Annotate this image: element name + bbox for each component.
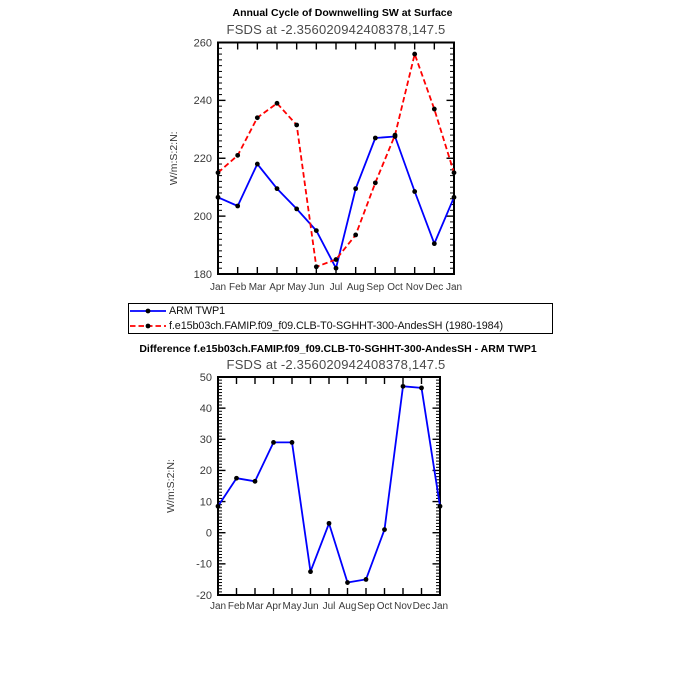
data-point	[294, 206, 299, 211]
data-point	[308, 569, 313, 574]
data-point	[294, 123, 299, 128]
x-tick-label: Nov	[405, 282, 424, 293]
data-point	[275, 101, 280, 106]
data-point	[412, 52, 417, 57]
x-tick-label: Jun	[308, 282, 325, 293]
data-point	[401, 384, 406, 389]
x-tick-label: Aug	[338, 601, 357, 612]
model-line-sample-icon	[129, 319, 169, 333]
legend-row-obs	[129, 304, 552, 318]
data-point	[452, 170, 457, 175]
y-tick-label: -20	[196, 589, 212, 602]
y-tick-label: 50	[199, 371, 212, 384]
plot-frame	[218, 43, 454, 275]
data-point	[345, 580, 350, 585]
y-tick-label: 40	[199, 402, 212, 415]
obs-line-sample-icon	[129, 304, 169, 318]
x-tick-label: Dec	[425, 282, 444, 293]
x-tick-label: May	[282, 601, 302, 612]
bottom-chart-title: Difference f.e15b03ch.FAMIP.f09_f09.CLB-T0-SGHHT-300-AndesSH - ARM TWP1	[139, 343, 537, 355]
x-tick-label: Mar	[248, 282, 266, 293]
data-point	[235, 204, 240, 209]
x-tick-label: Jan	[209, 601, 227, 612]
data-point	[353, 186, 358, 191]
data-point	[393, 133, 398, 138]
data-point	[290, 440, 295, 445]
data-point	[373, 180, 378, 185]
data-point	[255, 115, 260, 120]
x-tick-label: Oct	[376, 601, 393, 612]
x-tick-label: Dec	[412, 601, 431, 612]
data-point	[327, 521, 332, 526]
data-point	[438, 504, 443, 509]
x-tick-label: Apr	[265, 601, 282, 612]
data-point	[432, 241, 437, 246]
y-tick-label: 200	[193, 210, 212, 223]
y-tick-label: 0	[205, 527, 212, 540]
data-point	[216, 170, 221, 175]
y-tick-label: 240	[193, 95, 212, 108]
x-tick-label: Sep	[366, 282, 385, 293]
y-tick-label: 260	[193, 37, 212, 50]
data-point	[216, 504, 221, 509]
data-point	[432, 107, 437, 112]
chart-annual_cycle	[168, 37, 462, 293]
x-tick-label: Jul	[329, 282, 343, 293]
data-point	[334, 266, 339, 271]
y-tick-label: -10	[196, 558, 212, 571]
data-point	[314, 264, 319, 269]
data-point	[419, 386, 424, 391]
legend-box	[128, 303, 553, 334]
data-point	[412, 189, 417, 194]
series-line-0	[218, 137, 454, 269]
y-axis-label: W/m:S:2:N:	[165, 459, 177, 513]
top-chart-title: Annual Cycle of Downwelling SW at Surface	[232, 7, 453, 19]
series-line-0	[218, 386, 440, 582]
x-tick-label: Aug	[346, 282, 365, 293]
top-chart-subtitle: FSDS at -2.356020942408378,147.5	[226, 22, 446, 37]
data-point	[373, 136, 378, 141]
x-tick-label: Jan	[209, 282, 227, 293]
data-point	[253, 479, 258, 484]
x-tick-label: Sep	[357, 601, 375, 612]
x-tick-label: Oct	[387, 282, 403, 293]
data-point	[382, 527, 387, 532]
series-line-1	[218, 54, 454, 267]
y-axis-label: W/m:S:2:N:	[168, 131, 180, 186]
legend-row-model	[129, 319, 552, 333]
data-point	[234, 476, 239, 481]
bottom-chart-subtitle: FSDS at -2.356020942408378,147.5	[226, 357, 446, 372]
x-tick-label: Feb	[227, 601, 246, 612]
data-point	[334, 257, 339, 262]
data-point	[364, 577, 369, 582]
y-tick-label: 20	[199, 465, 212, 478]
x-tick-label: Jun	[302, 601, 319, 612]
y-tick-label: 30	[199, 434, 212, 447]
legend-label-obs: ARM TWP1	[169, 305, 225, 318]
y-tick-label: 10	[199, 496, 212, 509]
x-tick-label: Feb	[229, 282, 247, 293]
legend-label-model: f.e15b03ch.FAMIP.f09_f09.CLB-T0-SGHHT-300-AndesSH (1980-1984)	[169, 319, 503, 332]
y-tick-label: 180	[193, 268, 212, 281]
x-tick-label: Nov	[394, 601, 412, 612]
chart-difference	[165, 372, 448, 612]
x-tick-label: Mar	[246, 601, 264, 612]
x-tick-label: Jan	[431, 601, 449, 612]
data-point	[353, 233, 358, 238]
x-tick-label: May	[287, 282, 307, 293]
x-tick-label: Jan	[445, 282, 463, 293]
data-point	[314, 228, 319, 233]
data-point	[271, 440, 276, 445]
data-point	[235, 153, 240, 158]
data-point	[275, 186, 280, 191]
data-point	[255, 162, 260, 167]
y-tick-label: 220	[193, 153, 212, 166]
data-point	[216, 195, 221, 200]
plot-frame	[218, 377, 440, 595]
data-point	[452, 195, 457, 200]
x-tick-label: Jul	[322, 601, 336, 612]
x-tick-label: Apr	[269, 282, 285, 293]
